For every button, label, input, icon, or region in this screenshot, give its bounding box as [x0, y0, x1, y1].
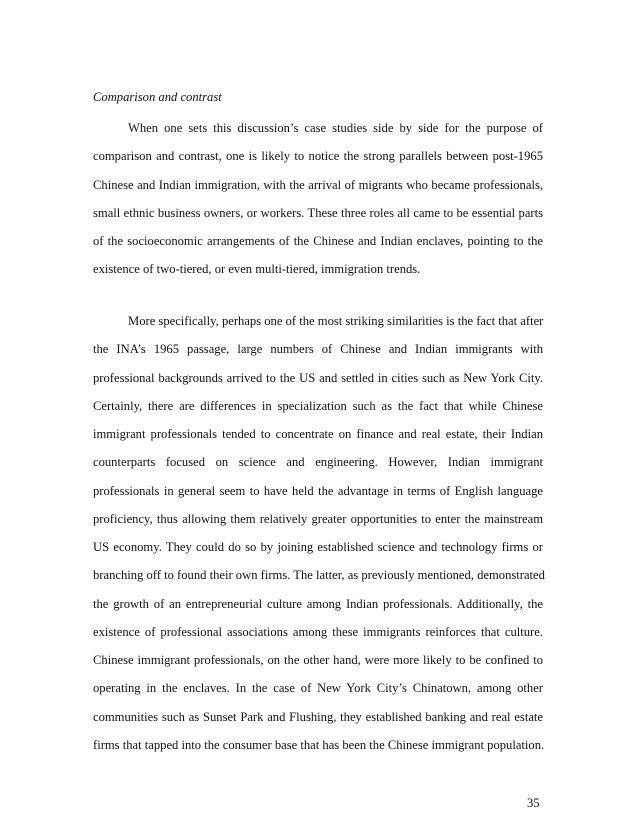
paragraph-2-line-11: the growth of an entrepreneurial culture among Indian professionals. Additionally, the — [93, 597, 543, 611]
paragraph-2-line-5: immigrant professionals tended to concentrate on finance and real estate, their Indian — [93, 427, 543, 441]
paragraph-1-line-1: When one sets this discussion’s case studies side by side for the purpose of — [128, 121, 543, 135]
paragraph-2-line-7: professionals in general seem to have held the advantage in terms of English language — [93, 484, 543, 498]
paragraph-2-line-4: Certainly, there are differences in specialization such as the fact that while Chinese — [93, 399, 543, 413]
paragraph-1-line-2: comparison and contrast, one is likely to notice the strong parallels between post-1965 — [93, 149, 543, 163]
paragraph-2-line-2: the INA’s 1965 passage, large numbers of Chinese and Indian immigrants with — [93, 342, 543, 356]
paragraph-2-line-16: firms that tapped into the consumer base that has been the Chinese immigrant population. — [93, 738, 545, 752]
paragraph-1-line-5: of the socioeconomic arrangements of the Chinese and Indian enclaves, pointing to the — [93, 234, 543, 248]
section-heading: Comparison and contrast — [93, 90, 222, 104]
paragraph-2-line-9: US economy. They could do so by joining established science and technology firms or — [93, 540, 543, 554]
paragraph-2-line-12: existence of professional associations among these immigrants reinforces that culture. — [93, 625, 543, 639]
paragraph-2-line-10: branching off to found their own firms. The latter, as previously mentioned, demonstrated — [93, 568, 545, 582]
paragraph-2-line-3: professional backgrounds arrived to the US and settled in cities such as New York City. — [93, 371, 543, 385]
page-number: 35 — [527, 796, 540, 810]
paragraph-1-line-4: small ethnic business owners, or workers. These three roles all came to be essential parts — [93, 206, 543, 220]
paragraph-2-line-15: communities such as Sunset Park and Flushing, they established banking and real estate — [93, 710, 543, 724]
paragraph-2-line-8: proficiency, thus allowing them relatively greater opportunities to enter the mainstream — [93, 512, 543, 526]
paragraph-1-line-6: existence of two-tiered, or even multi-tiered, immigration trends. — [93, 262, 421, 276]
paragraph-1-line-3: Chinese and Indian immigration, with the arrival of migrants who became professionals, — [93, 178, 543, 192]
paragraph-2-line-1: More specifically, perhaps one of the most striking similarities is the fact that after — [128, 314, 544, 328]
paragraph-2-line-6: counterparts focused on science and engineering. However, Indian immigrant — [93, 455, 543, 469]
paragraph-2-line-13: Chinese immigrant professionals, on the other hand, were more likely to be confined to — [93, 653, 543, 667]
paragraph-2-line-14: operating in the enclaves. In the case of New York City’s Chinatown, among other — [93, 681, 543, 695]
